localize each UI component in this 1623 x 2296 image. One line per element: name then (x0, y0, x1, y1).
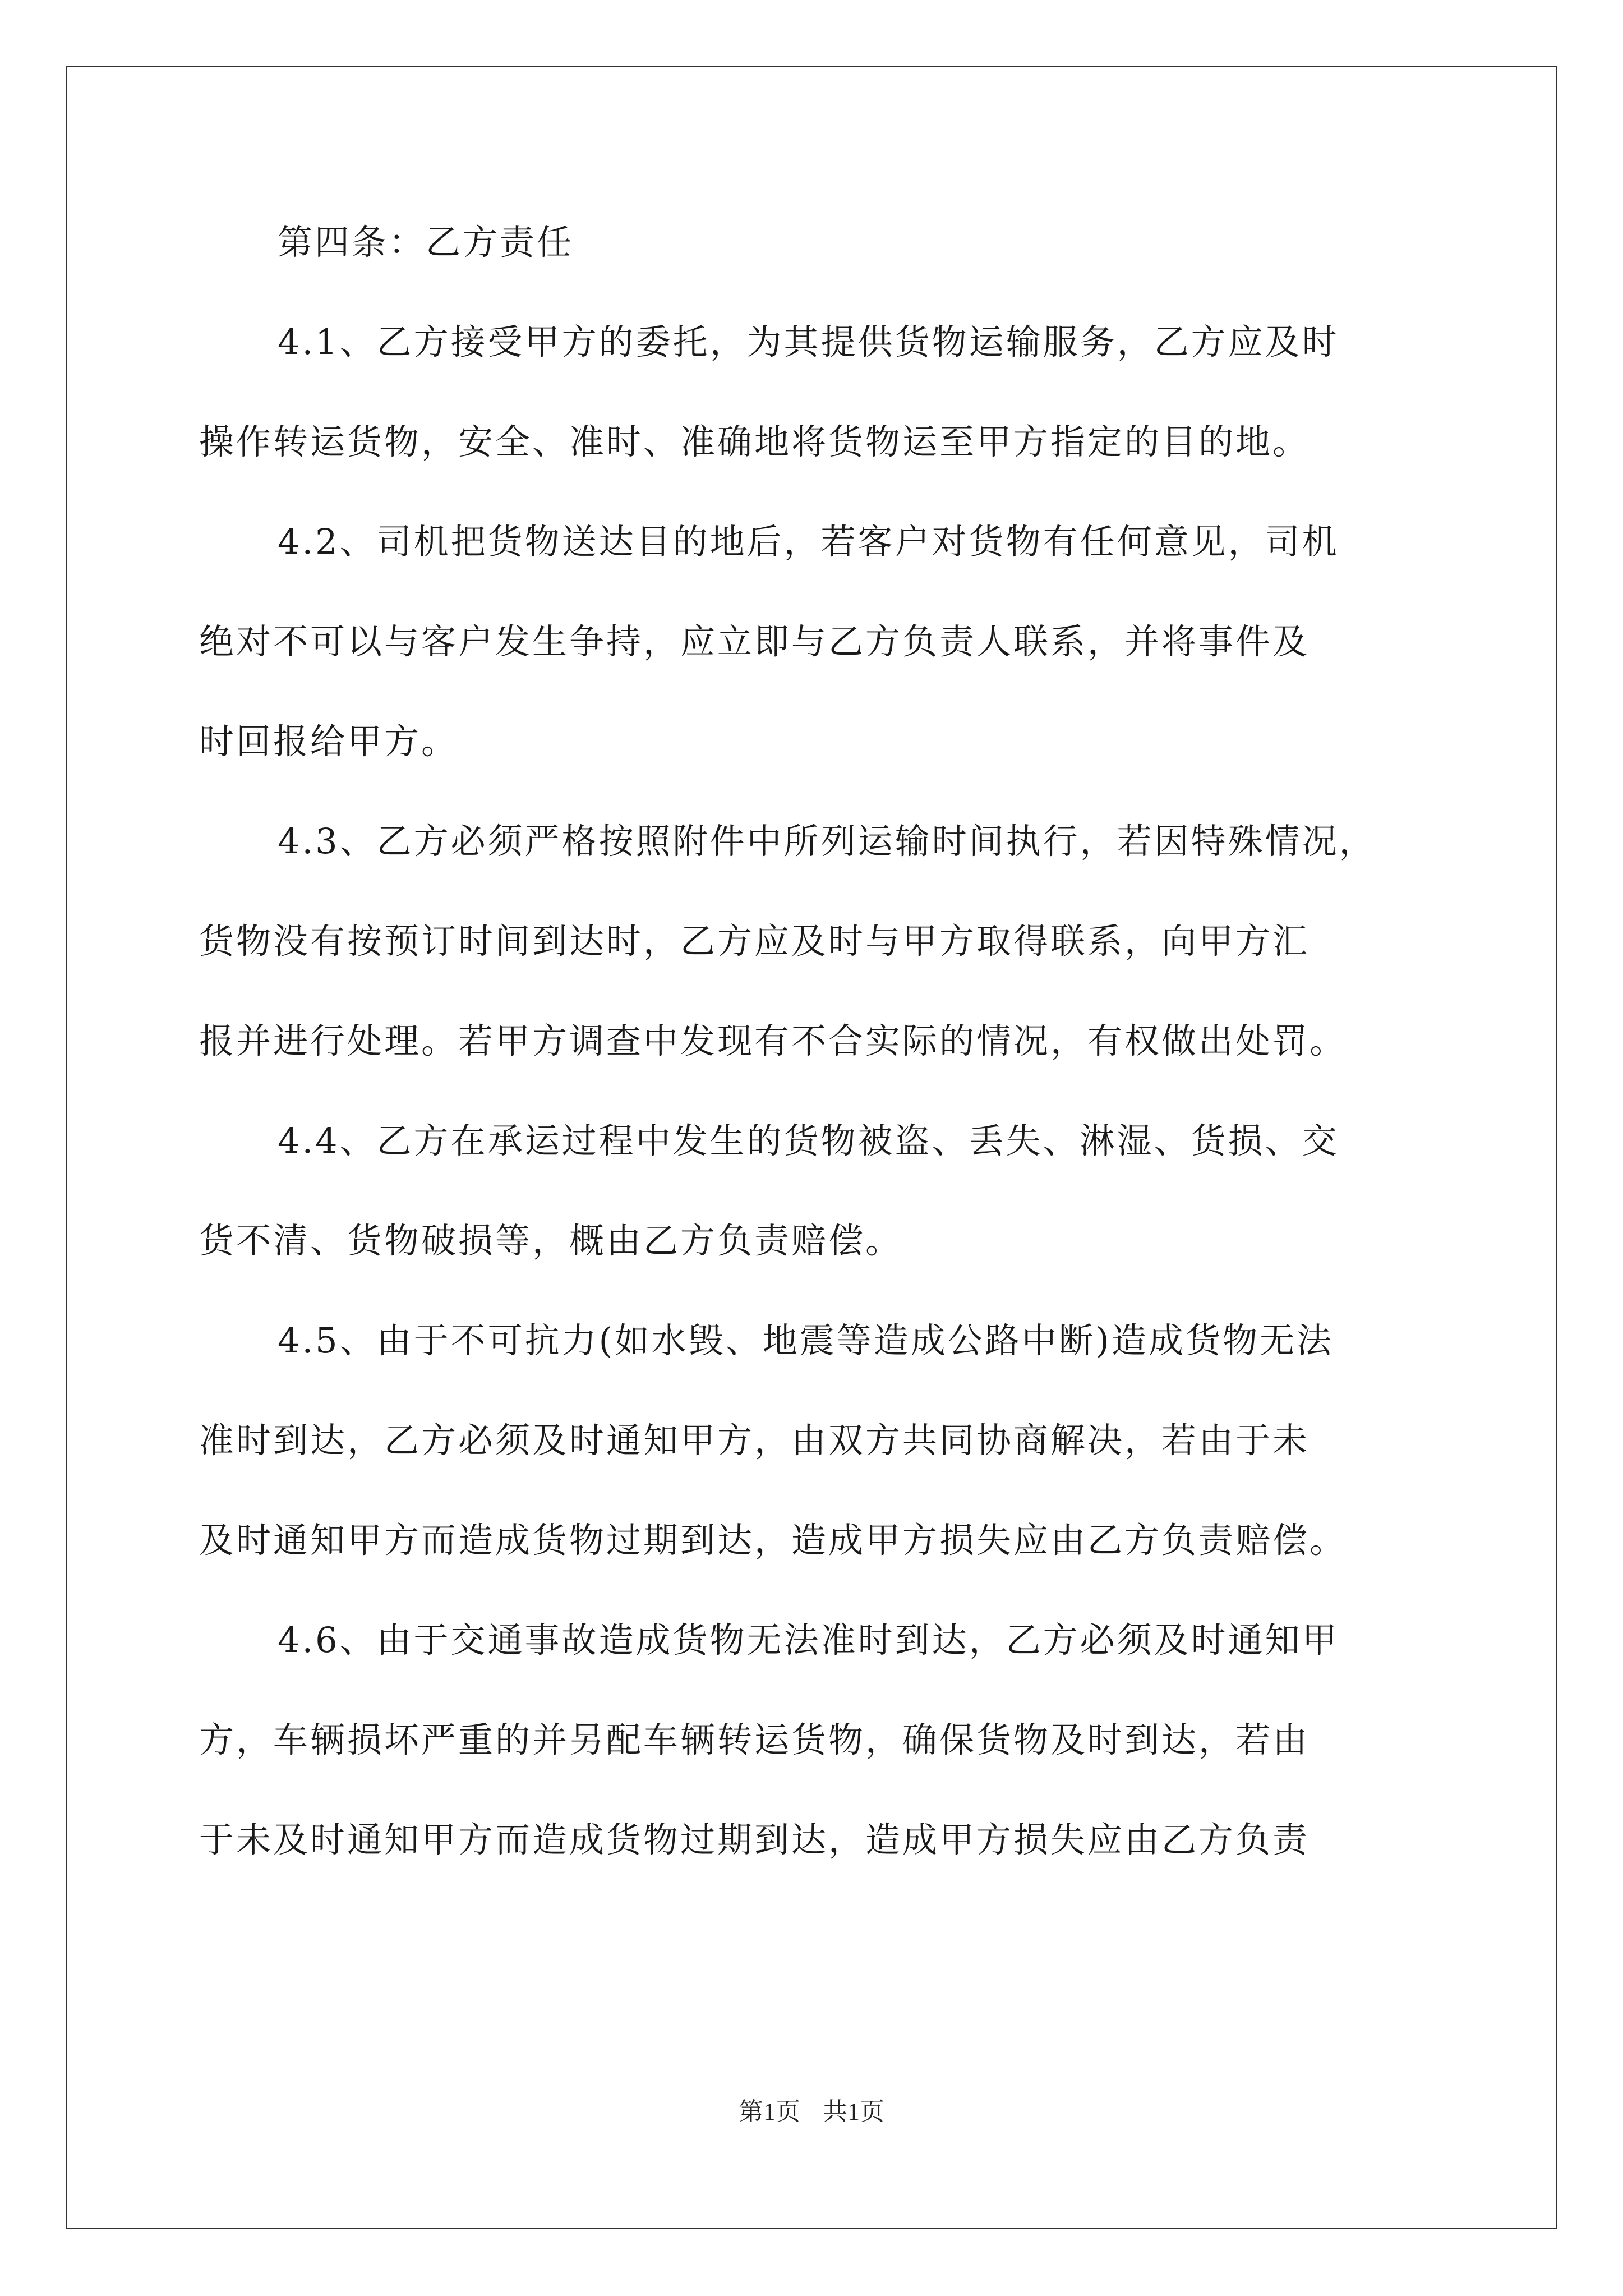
paragraph-4-5 (199, 1313, 1427, 1568)
paragraph-line: 及时通知甲方而造成货物过期到达，造成甲方损失应由乙方负责赔偿。 (199, 1520, 1347, 1561)
paragraph-4-2 (199, 514, 1427, 770)
paragraph-line: 4.3、乙方必须严格按照附件中所列运输时间执行，若因特殊情况， (278, 821, 1376, 862)
paragraph-4-4 (199, 1113, 1427, 1269)
paragraph-line: 报并进行处理。若甲方调查中发现有不合实际的情况，有权做出处罚。 (199, 1020, 1347, 1061)
paragraph-line: 绝对不可以与客户发生争持，应立即与乙方负责人联系，并将事件及 (199, 621, 1310, 662)
paragraph-line: 4.4、乙方在承运过程中发生的货物被盗、丢失、淋湿、货损、交 (278, 1120, 1339, 1161)
page-number-current: 第1页 (739, 2098, 800, 2125)
paragraph-4-3 (199, 813, 1427, 1069)
section-heading: 第四条：乙方责任 (278, 222, 574, 263)
paragraph-line: 时回报给甲方。 (199, 721, 459, 762)
paragraph-line: 操作转运货物，安全、准时、准确地将货物运至甲方指定的目的地。 (199, 421, 1310, 462)
document-body (199, 214, 1427, 1868)
paragraph-line: 准时到达，乙方必须及时通知甲方，由双方共同协商解决，若由于未 (199, 1420, 1310, 1461)
paragraph-line: 方，车辆损坏严重的并另配车辆转运货物，确保货物及时到达，若由 (199, 1719, 1310, 1760)
page-number-total: 共1页 (823, 2098, 884, 2125)
paragraph-line: 4.6、由于交通事故造成货物无法准时到达，乙方必须及时通知甲 (278, 1619, 1339, 1660)
paragraph-4-6 (199, 1612, 1427, 1868)
paragraph-line: 4.5、由于不可抗力(如水毁、地震等造成公路中断)造成货物无法 (278, 1320, 1334, 1361)
paragraph-4-1 (199, 314, 1427, 470)
paragraph-line: 货物没有按预订时间到达时，乙方应及时与甲方取得联系，向甲方汇 (199, 921, 1310, 961)
paragraph-line: 货不清、货物破损等，概由乙方负责赔偿。 (199, 1220, 903, 1261)
paragraph-line: 4.1、乙方接受甲方的委托，为其提供货物运输服务，乙方应及时 (278, 321, 1339, 362)
paragraph-line: 于未及时通知甲方而造成货物过期到达，造成甲方损失应由乙方负责 (199, 1819, 1310, 1860)
page-footer (0, 2095, 1623, 2129)
paragraph-line: 4.2、司机把货物送达目的地后，若客户对货物有任何意见，司机 (278, 521, 1339, 562)
